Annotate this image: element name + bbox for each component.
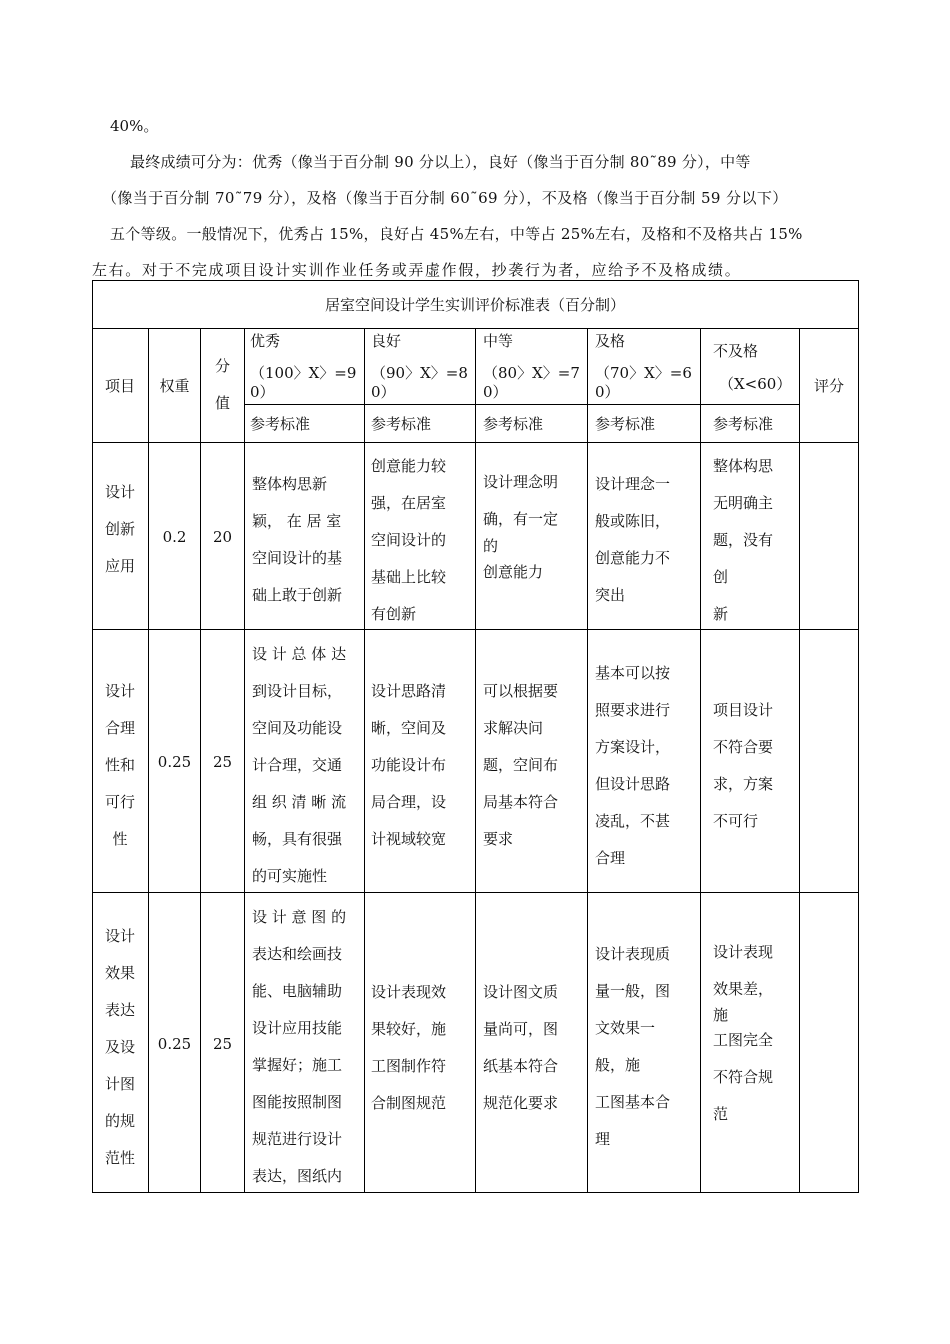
criteria-medium [483, 464, 558, 591]
criteria-line: 基础上比较 [371, 568, 447, 586]
header-excellent [250, 332, 364, 402]
criteria-fail [713, 934, 773, 1133]
header-grade-label: 良好 [371, 332, 402, 350]
criteria-line: 功能设计布 [371, 756, 447, 774]
header-pass [595, 332, 700, 402]
criteria-line: 新 [713, 605, 729, 623]
criteria-line: 创意能力不 [595, 549, 671, 567]
criteria-line: 掌握好；施工 [252, 1056, 343, 1074]
criteria-line: 效果差， [713, 980, 774, 998]
criteria-line: 表达和绘画技 [252, 945, 343, 963]
row-item-line: 性 [112, 830, 128, 848]
criteria-line: 不可行 [713, 812, 759, 830]
criteria-line: 整体构思新 [252, 475, 328, 493]
criteria-line: 合制图规范 [371, 1094, 447, 1112]
criteria-line: 图能按照制图 [252, 1093, 343, 1111]
row-item-line: 性和 [104, 756, 135, 774]
criteria-line: 项目设计 [713, 701, 774, 719]
header-medium [483, 332, 587, 402]
evaluation-table [92, 280, 860, 1194]
criteria-line: 空间及功能设 [252, 719, 343, 737]
criteria-line: 题，没有 [713, 531, 774, 549]
criteria-line: 规范化要求 [483, 1094, 559, 1112]
criteria-fail [713, 448, 773, 633]
row-item-line: 可行 [104, 793, 135, 811]
criteria-fail [713, 692, 773, 840]
intro-line-4: 五个等级。一般情况下，优秀占 15%，良好占 45%左右，中等占 25%左右，及格和不及格共占 15% [110, 225, 803, 243]
criteria-line: 照要求进行 [595, 701, 671, 719]
criteria-line: 理 [595, 1130, 611, 1148]
header-item: 项目 [104, 377, 135, 395]
row-item-line: 范性 [104, 1149, 135, 1167]
criteria-line: 设计理念一 [595, 475, 671, 493]
header-grade-range: （100〉X〉=9 [250, 364, 357, 382]
criteria-line: 设 计 总 体 达 [252, 645, 347, 663]
criteria-line: 础上敢于创新 [252, 586, 343, 604]
criteria-line: 纸基本符合 [483, 1057, 559, 1075]
criteria-line: 题，空间布 [483, 756, 559, 774]
intro-line-5: 左右。对于不完成项目设计实训作业任务或弄虚作假，抄袭行为者，应给予不及格成绩。 [92, 261, 742, 279]
criteria-line: 创意能力 [483, 563, 544, 581]
criteria-line: 畅，具有很强 [252, 830, 343, 848]
row-item [92, 474, 148, 585]
header-reference: 参考标准 [595, 415, 656, 433]
row-score: 25 [212, 1035, 233, 1053]
header-reference: 参考标准 [713, 415, 774, 433]
criteria-line: 创意能力较 [371, 457, 447, 475]
criteria-line: 设计应用技能 [252, 1019, 343, 1037]
criteria-line: 无明确主 [713, 494, 774, 512]
header-grade-range: 0） [483, 383, 508, 401]
row-score: 25 [212, 753, 233, 771]
header-grade-label: 优秀 [250, 332, 281, 350]
header-reference: 参考标准 [371, 415, 432, 433]
row-score: 20 [212, 528, 233, 546]
criteria-line: 设计表现质 [595, 945, 671, 963]
header-score-line: 值 [214, 394, 230, 412]
criteria-line: 确，有一定 [483, 510, 559, 528]
criteria-line: 工图完全 [713, 1031, 774, 1049]
row-item-line: 设计 [104, 483, 135, 501]
header-fail [713, 342, 799, 394]
header-reference: 参考标准 [483, 415, 544, 433]
criteria-line: 般或陈旧， [595, 512, 671, 530]
header-grade-range: 0） [595, 383, 620, 401]
criteria-line: 求，方案 [713, 775, 774, 793]
header-grade-label: 中等 [483, 332, 514, 350]
criteria-line: 颖， 在 居 室 [252, 512, 342, 530]
criteria-line: 能、电脑辅助 [252, 982, 343, 1000]
row-item-line: 合理 [104, 719, 135, 737]
criteria-excellent [252, 899, 346, 1195]
criteria-line: 强，在居室 [371, 494, 447, 512]
criteria-good [371, 974, 446, 1122]
intro-line-3: （像当于百分制 70˜79 分），及格（像当于百分制 60˜69 分），不及格（像当于百分制 59 分以下） [102, 189, 788, 207]
criteria-line: 表达，图纸内 [252, 1167, 343, 1185]
intro-line-1: 40%。 [110, 117, 159, 135]
criteria-excellent [252, 466, 342, 614]
row-item-line: 创新 [104, 520, 135, 538]
criteria-line: 设计图文质 [483, 983, 559, 1001]
criteria-line: 局基本符合 [483, 793, 559, 811]
criteria-line: 创 [713, 568, 729, 586]
row-weight: 0.25 [157, 1035, 192, 1053]
criteria-line: 设计表现效 [371, 983, 447, 1001]
row-item [92, 673, 148, 858]
header-grade-range: （70〉X〉=6 [595, 364, 692, 382]
criteria-pass [595, 655, 670, 877]
criteria-line: 果较好，施 [371, 1020, 447, 1038]
criteria-line: 可以根据要 [483, 682, 559, 700]
header-grade-label: 及格 [595, 332, 626, 350]
row-item-line: 计图 [104, 1075, 135, 1093]
criteria-line: 不符合要 [713, 738, 774, 756]
criteria-line: 范 [713, 1105, 729, 1123]
criteria-medium [483, 673, 558, 858]
table-title: 居室空间设计学生实训评价标准表（百分制） [324, 295, 625, 314]
criteria-line: 设计表现 [713, 943, 774, 961]
header-score [201, 348, 244, 422]
criteria-good [371, 448, 446, 633]
criteria-line: 的 [483, 537, 499, 555]
criteria-line: 设计思路清 [371, 682, 447, 700]
criteria-line: 规范进行设计 [252, 1130, 343, 1148]
criteria-line: 方案设计， [595, 738, 671, 756]
criteria-line: 要求 [483, 830, 514, 848]
criteria-pass [595, 466, 670, 614]
header-rating: 评分 [813, 377, 844, 395]
criteria-line: 般，施 [595, 1056, 641, 1074]
criteria-line: 工图制作符 [371, 1057, 447, 1075]
header-grade-range: （X<60） [719, 375, 792, 393]
criteria-line: 量尚可，图 [483, 1020, 559, 1038]
row-item-line: 设计 [104, 927, 135, 945]
intro-line-2: 最终成绩可分为：优秀（像当于百分制 90 分以上），良好（像当于百分制 80˜89 分），中等 [130, 153, 751, 171]
criteria-line: 求解决问 [483, 719, 544, 737]
criteria-line: 组 织 清 晰 流 [252, 793, 347, 811]
criteria-line: 文效果一 [595, 1019, 656, 1037]
row-weight: 0.25 [157, 753, 192, 771]
criteria-medium [483, 974, 558, 1122]
header-grade-range: （80〉X〉=7 [483, 364, 580, 382]
header-grade-range: 0） [250, 383, 275, 401]
row-item-line: 效果 [104, 964, 135, 982]
criteria-line: 的可实施性 [252, 867, 328, 885]
criteria-line: 整体构思 [713, 457, 774, 475]
criteria-line: 晰，空间及 [371, 719, 447, 737]
criteria-line: 突出 [595, 586, 626, 604]
row-item-line: 及设 [104, 1038, 135, 1056]
criteria-line: 施 [713, 1006, 729, 1024]
criteria-line: 量一般，图 [595, 982, 671, 1000]
criteria-line: 局合理，设 [371, 793, 447, 811]
criteria-line: 基本可以按 [595, 664, 671, 682]
row-item-line: 设计 [104, 682, 135, 700]
header-weight: 权重 [159, 377, 190, 395]
row-weight: 0.2 [162, 528, 187, 546]
criteria-line: 设计理念明 [483, 473, 559, 491]
row-item [92, 918, 148, 1177]
criteria-line: 工图基本合 [595, 1093, 671, 1111]
criteria-line: 合理 [595, 849, 626, 867]
criteria-line: 计视域较宽 [371, 830, 447, 848]
criteria-line: 计合理，交通 [252, 756, 343, 774]
header-good [371, 332, 475, 402]
header-score-line: 分 [214, 357, 230, 375]
criteria-line: 有创新 [371, 605, 417, 623]
row-item-line: 应用 [104, 557, 135, 575]
criteria-pass [595, 936, 670, 1158]
criteria-good [371, 673, 446, 858]
header-grade-range: （90〉X〉=8 [371, 364, 468, 382]
criteria-line: 到设计目标， [252, 682, 343, 700]
criteria-excellent [252, 636, 346, 895]
row-item-line: 表达 [104, 1001, 135, 1019]
header-grade-range: 0） [371, 383, 396, 401]
criteria-line: 设 计 意 图 的 [252, 908, 347, 926]
header-grade-label: 不及格 [713, 342, 759, 360]
header-reference: 参考标准 [250, 415, 311, 433]
criteria-line: 但设计思路 [595, 775, 671, 793]
criteria-line: 不符合规 [713, 1068, 774, 1086]
criteria-line: 空间设计的基 [252, 549, 343, 567]
criteria-line: 空间设计的 [371, 531, 447, 549]
criteria-line: 凌乱，不甚 [595, 812, 671, 830]
row-item-line: 的规 [104, 1112, 135, 1130]
